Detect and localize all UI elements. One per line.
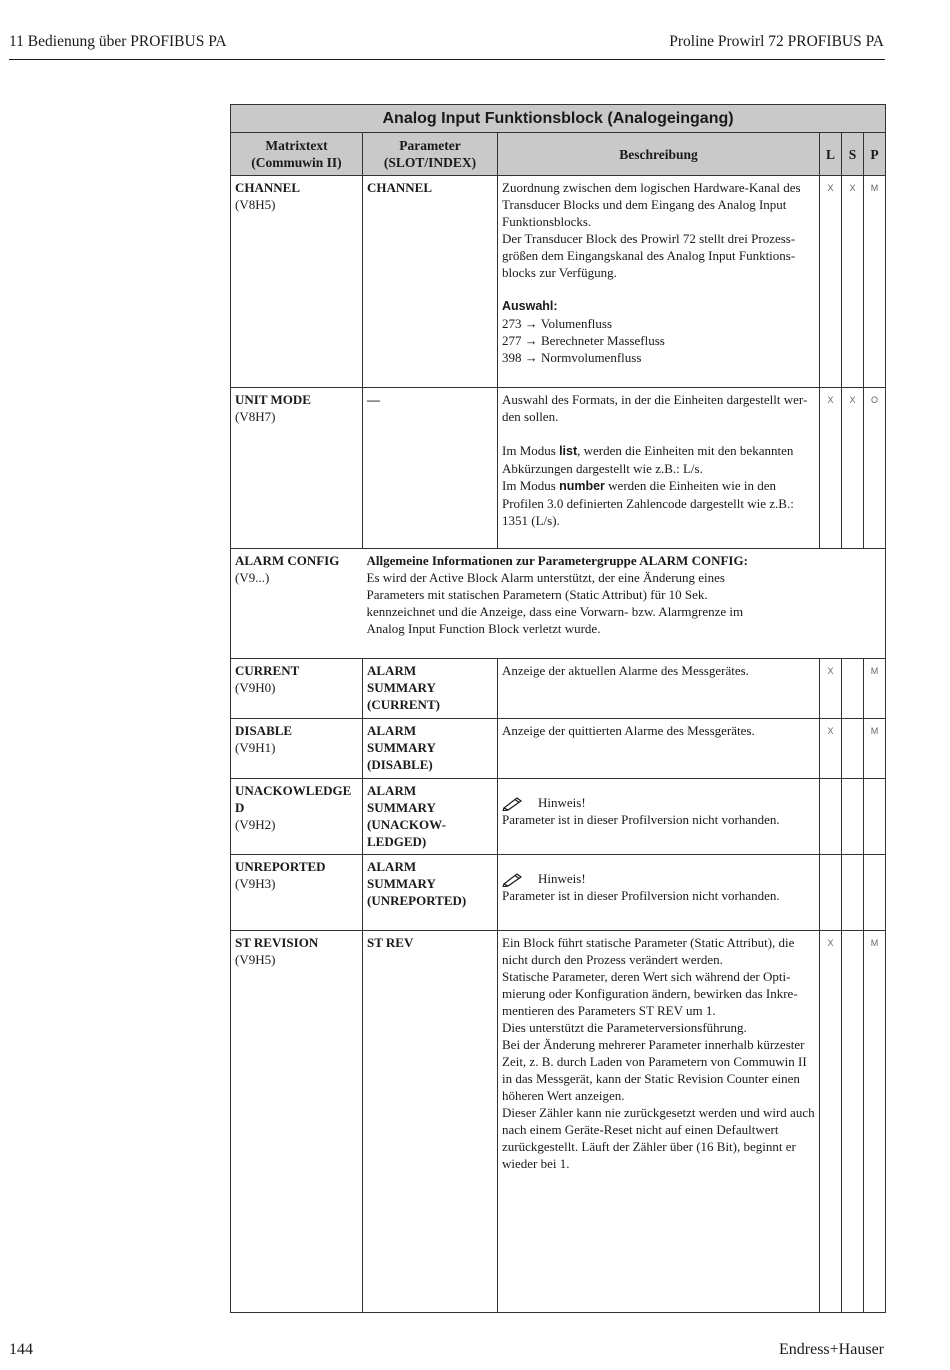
flag-l bbox=[820, 855, 842, 931]
desc-text: Parameter ist in dieser Profilversion nicht vorhanden. bbox=[502, 812, 780, 827]
option-item: 277 → Berechneter Massefluss bbox=[502, 333, 665, 348]
flag-p bbox=[864, 855, 886, 931]
table-row bbox=[231, 659, 886, 719]
hinweis-label: Hinweis! bbox=[538, 871, 586, 886]
flag-p: M bbox=[864, 719, 886, 779]
matrix-code: (V9H2) bbox=[235, 817, 276, 832]
flag-s bbox=[842, 719, 864, 779]
flag-l: X bbox=[820, 931, 842, 1313]
col-header-parameter bbox=[363, 133, 498, 176]
desc-text: Der Transducer Block des Prowirl 72 stellt drei Prozess-größen dem Eingangskanal des Analog Input Funktions-blocks zur Verfügung. bbox=[502, 231, 796, 280]
flag-s bbox=[842, 779, 864, 855]
table-row bbox=[231, 719, 886, 779]
desc-text: Dieser Zähler kann nie zurückgesetzt werden und wird auch nach einem Geräte-Reset nicht auf einen Defaultwert zurückgestellt. Läuft der Zähler über (16 Bit), beginnt er wieder bei 1. bbox=[502, 1105, 815, 1171]
flag-p: M bbox=[864, 176, 886, 388]
matrix-code: (V8H7) bbox=[235, 409, 276, 424]
param-cell: — bbox=[363, 388, 498, 549]
matrix-name: UNREPORTED bbox=[235, 859, 326, 874]
matrix-code: (V9H0) bbox=[235, 680, 276, 695]
flag-s bbox=[842, 659, 864, 719]
desc-text: Dies unterstützt die Parameterversionsführung. bbox=[502, 1020, 747, 1035]
matrix-code: (V9H1) bbox=[235, 740, 276, 755]
desc-cell bbox=[498, 855, 820, 931]
option-item: 398 → Normvolumenfluss bbox=[502, 350, 642, 365]
matrix-cell bbox=[231, 719, 363, 779]
matrix-name-cont: D bbox=[235, 800, 245, 815]
flag-p: O bbox=[864, 388, 886, 549]
desc-cell: Anzeige der quittierten Alarme des Messgerätes. bbox=[498, 719, 820, 779]
col-header-s: S bbox=[842, 133, 864, 176]
col-header-parameter-line1: Parameter bbox=[399, 138, 461, 153]
col-header-p: P bbox=[864, 133, 886, 176]
flag-l: X bbox=[820, 388, 842, 549]
matrix-name: DISABLE bbox=[235, 723, 293, 738]
group-heading: Allgemeine Informationen zur Parametergruppe ALARM CONFIG: bbox=[366, 553, 748, 568]
table-row bbox=[231, 931, 886, 1313]
param-cell: ALARM SUMMARY (DISABLE) bbox=[363, 719, 498, 779]
matrix-code: (V8H5) bbox=[235, 197, 276, 212]
col-header-matrixtext-line1: Matrixtext bbox=[265, 138, 328, 153]
matrix-cell bbox=[231, 931, 363, 1313]
param-cell: ALARM SUMMARY (UNREPORTED) bbox=[363, 855, 498, 931]
header-rule bbox=[9, 59, 885, 60]
matrix-code: (V9H3) bbox=[235, 876, 276, 891]
flag-p: M bbox=[864, 659, 886, 719]
desc-cell bbox=[498, 388, 820, 549]
flag-p: M bbox=[864, 931, 886, 1313]
param-cell: ALARM SUMMARY (CURRENT) bbox=[363, 659, 498, 719]
desc-cell: Anzeige der aktuellen Alarme des Messgerätes. bbox=[498, 659, 820, 719]
table-row bbox=[231, 176, 886, 388]
matrix-cell bbox=[231, 176, 363, 388]
matrix-cell bbox=[231, 388, 363, 549]
col-header-matrixtext-line2: (Commuwin II) bbox=[251, 155, 342, 170]
col-header-parameter-line2: (SLOT/INDEX) bbox=[383, 155, 477, 170]
matrix-name: ALARM CONFIG bbox=[235, 553, 340, 568]
matrix-name: CHANNEL bbox=[235, 180, 301, 195]
matrix-cell bbox=[231, 779, 363, 855]
desc-text: Ein Block führt statische Parameter (Static Attribut), die nicht durch den Prozess verändert werden. bbox=[502, 935, 795, 967]
matrix-name: UNACKOWLEDGE bbox=[235, 783, 352, 798]
flag-l: X bbox=[820, 659, 842, 719]
auswahl-label: Auswahl: bbox=[502, 299, 558, 313]
brand-name: Endress+Hauser bbox=[779, 1341, 884, 1358]
desc-text: Zuordnung zwischen dem logischen Hardware-Kanal des Transducer Blocks und dem Eingang des Analog Input Funktionsblocks. bbox=[502, 180, 801, 229]
desc-text: Im Modus list, werden die Einheiten mit den bekannten Abkürzungen dargestellt wie z.B.: L/s. bbox=[502, 443, 794, 476]
col-header-beschreibung: Beschreibung bbox=[498, 133, 820, 176]
parameter-table bbox=[230, 104, 886, 1313]
desc-text: Parameter ist in dieser Profilversion nicht vorhanden. bbox=[502, 888, 780, 903]
table-row bbox=[231, 779, 886, 855]
param-cell: ALARM SUMMARY (UNACKOW- LEDGED) bbox=[363, 779, 498, 855]
table-row bbox=[231, 549, 886, 659]
flag-l: X bbox=[820, 719, 842, 779]
matrix-name: CURRENT bbox=[235, 663, 300, 678]
desc-text: Bei der Änderung mehrerer Parameter innerhalb kürzester Zeit, z. B. durch Laden von Parametern von Commuwin II in das Messgerät, kann der Static Revision Counter einen höheren Wert anzeigen. bbox=[502, 1037, 807, 1103]
desc-text: Auswahl des Formats, in der die Einheiten dargestellt wer-den sollen. bbox=[502, 392, 808, 424]
group-info-cell bbox=[363, 549, 886, 659]
matrix-cell bbox=[231, 549, 363, 659]
desc-text: Im Modus number werden die Einheiten wie in den Profilen 3.0 definierten Zahlencode dargestellt wie z.B.: 1351 (L/s). bbox=[502, 478, 794, 528]
param-cell: CHANNEL bbox=[363, 176, 498, 388]
table-row bbox=[231, 388, 886, 549]
page-number: 144 bbox=[9, 1341, 33, 1358]
col-header-matrixtext bbox=[231, 133, 363, 176]
flag-s bbox=[842, 855, 864, 931]
flag-s bbox=[842, 931, 864, 1313]
matrix-code: (V9H5) bbox=[235, 952, 276, 967]
matrix-code: (V9...) bbox=[235, 570, 270, 585]
table-row bbox=[231, 855, 886, 931]
table-title: Analog Input Funktionsblock (Analogeingang) bbox=[231, 105, 886, 133]
matrix-name: UNIT MODE bbox=[235, 392, 311, 407]
pencil-icon bbox=[502, 795, 524, 811]
matrix-cell bbox=[231, 855, 363, 931]
flag-s: X bbox=[842, 176, 864, 388]
header-chapter-title: 11 Bedienung über PROFIBUS PA bbox=[9, 33, 227, 50]
matrix-name: ST REVISION bbox=[235, 935, 319, 950]
desc-text: Statische Parameter, deren Wert sich während der Opti-mierung oder Konfiguration ändern, bewirken das Inkre-mentieren des Parameters ST REV um 1. bbox=[502, 969, 798, 1018]
flag-l bbox=[820, 779, 842, 855]
header-product-title: Proline Prowirl 72 PROFIBUS PA bbox=[669, 33, 884, 50]
flag-p bbox=[864, 779, 886, 855]
flag-l: X bbox=[820, 176, 842, 388]
flag-s: X bbox=[842, 388, 864, 549]
group-text: Es wird der Active Block Alarm unterstützt, der eine Änderung eines Parameters mit statischen Parametern (Static Attribut) für 10 Sek. kennzeichnet und die Anzeige, dass eine Vorwarn- bzw. Alarmgrenze im Analog Input Function Block verletzt wurde. bbox=[366, 570, 744, 636]
desc-cell bbox=[498, 176, 820, 388]
desc-cell bbox=[498, 779, 820, 855]
param-cell: ST REV bbox=[363, 931, 498, 1313]
pencil-icon bbox=[502, 871, 524, 887]
desc-cell bbox=[498, 931, 820, 1313]
hinweis-label: Hinweis! bbox=[538, 795, 586, 810]
matrix-cell bbox=[231, 659, 363, 719]
col-header-l: L bbox=[820, 133, 842, 176]
option-item: 273 → Volumenfluss bbox=[502, 316, 613, 331]
